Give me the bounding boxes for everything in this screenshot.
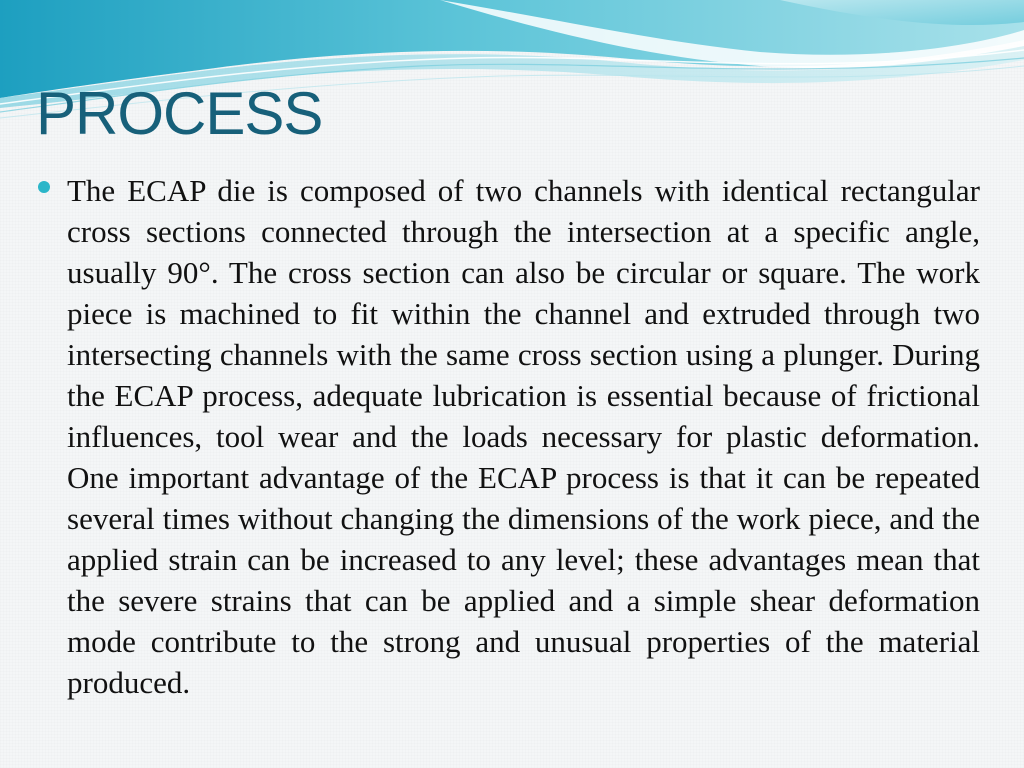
list-item [38, 170, 980, 703]
bullet-list [38, 170, 980, 703]
bullet-icon [38, 181, 50, 193]
slide-title: PROCESS [36, 80, 323, 147]
bullet-text: The ECAP die is composed of two channels with identical rectangular cross sections connected through the intersection at a specific angle, usually 90°. The cross section can also be circular or square. The work piece is machined to fit within the channel and extruded through two intersecting channels with the same cross section using a plunger. During the ECAP process, adequate lubrication is essential because of frictional influences, tool wear and the loads necessary for plastic deformation. One important advantage of the ECAP process is that it can be repeated several times without changing the dimensions of the work piece, and the applied strain can be increased to any level; these advantages mean that the severe strains that can be applied and a simple shear deformation mode contribute to the strong and unusual properties of the material produced. [67, 173, 980, 700]
